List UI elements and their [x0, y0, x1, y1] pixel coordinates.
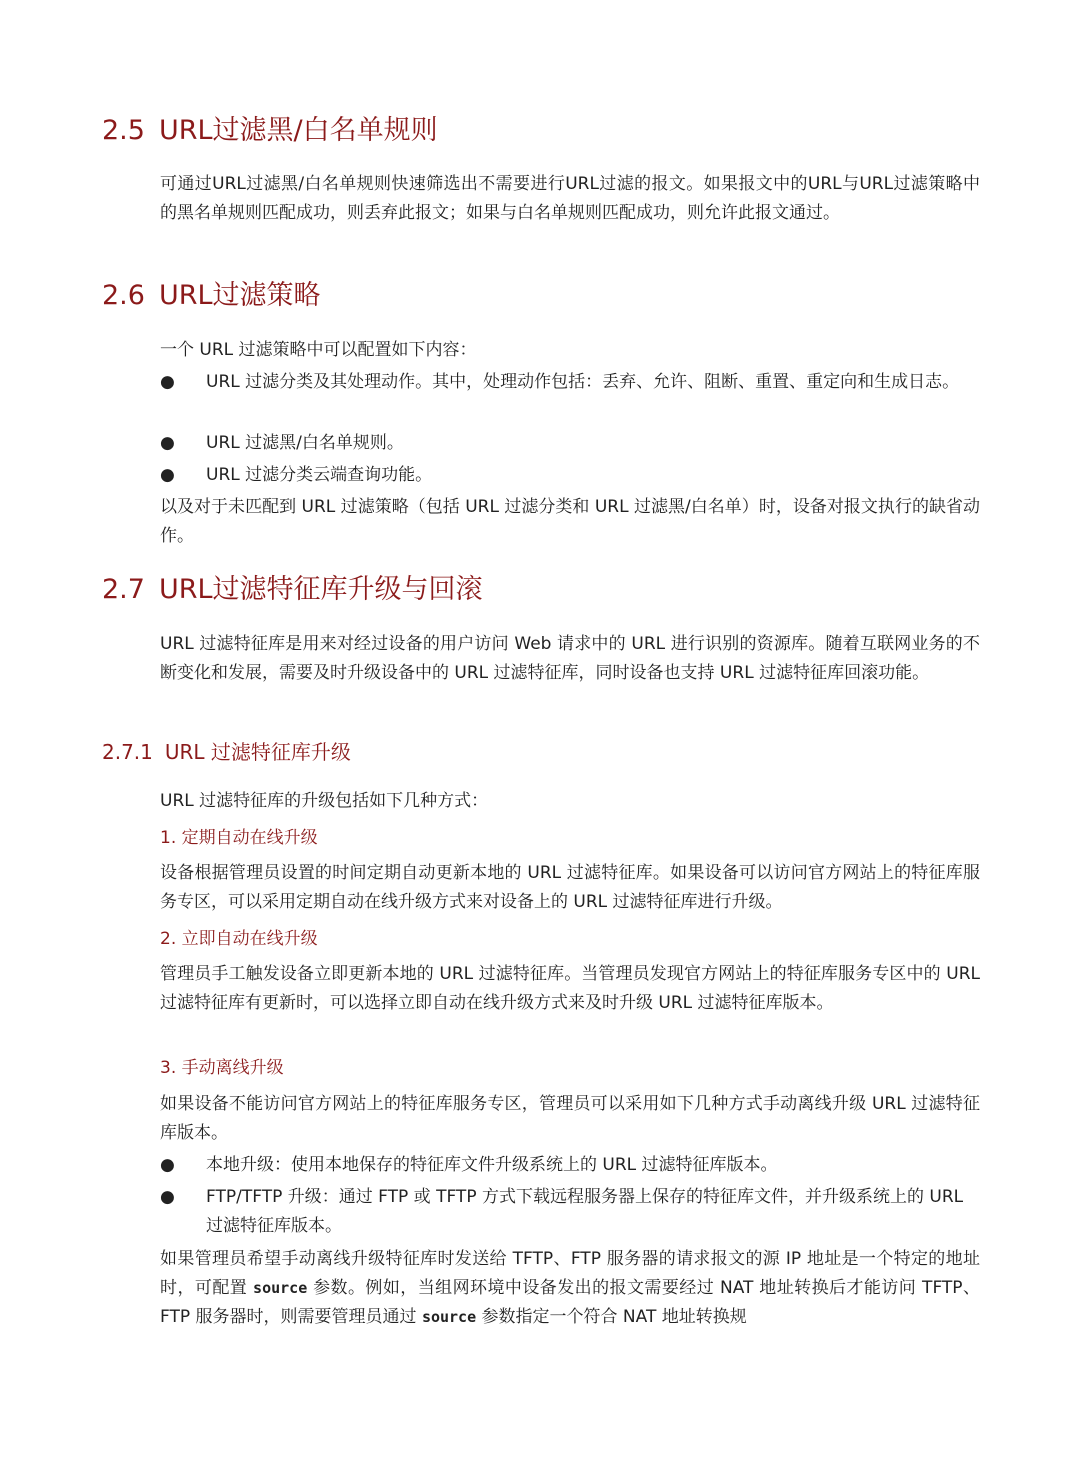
subheading-immediate-upgrade: 2. 立即自动在线升级	[160, 929, 318, 949]
list-item-text: URL 过滤分类及其处理动作。其中，处理动作包括：丢弃、允许、阻断、重置、重定向和生成日志。	[206, 372, 960, 392]
paragraph-url-blacklist-whitelist: 可通过URL过滤黑/白名单规则快速筛选出不需要进行URL过滤的报文。如果报文中的URL与URL过滤策略中的黑名单规则匹配成功，则丢弃此报文；如果与白名单规则匹配成功，则允许此报文通过。	[160, 174, 980, 223]
list-item-text: FTP/TFTP 升级：通过 FTP 或 TFTP 方式下载远程服务器上保存的特征库文件，并升级系统上的 URL 过滤特征库版本。	[206, 1187, 964, 1236]
heading-2-7-1	[102, 738, 351, 766]
keyword-source: source	[421, 1308, 477, 1326]
heading-title: URL过滤特征库升级与回滚	[158, 574, 483, 605]
list-item	[160, 461, 980, 490]
bullet-icon: ●	[160, 1187, 175, 1207]
keyword-source: source	[253, 1279, 308, 1297]
heading-number: 2.7.1	[102, 740, 153, 764]
list-item	[160, 1151, 980, 1180]
heading-2-7	[102, 572, 483, 608]
bullet-icon: ●	[160, 372, 175, 392]
bullet-icon: ●	[160, 1155, 175, 1175]
heading-number: 2.6	[102, 280, 145, 311]
paragraph-source-parameter	[160, 1245, 980, 1332]
paragraph-scheduled-upgrade: 设备根据管理员设置的时间定期自动更新本地的 URL 过滤特征库。如果设备可以访问官方网站上的特征库服务专区，可以采用定期自动在线升级方式来对设备上的 URL 过滤特征库进行升级。	[160, 863, 980, 912]
heading-title: URL 过滤特征库升级	[164, 740, 351, 764]
list-item	[160, 368, 980, 397]
list-item	[160, 429, 980, 458]
paragraph-upgrade-intro: URL 过滤特征库的升级包括如下几种方式：	[160, 791, 489, 811]
list-item-text: URL 过滤黑/白名单规则。	[206, 433, 404, 453]
heading-2-5	[102, 113, 438, 149]
heading-number: 2.5	[102, 115, 145, 146]
heading-2-6	[102, 278, 321, 314]
paragraph-policy-intro: 一个 URL 过滤策略中可以配置如下内容：	[160, 340, 477, 360]
list-item-text: URL 过滤分类云端查询功能。	[206, 465, 433, 485]
paragraph-signature-library: URL 过滤特征库是用来对经过设备的用户访问 Web 请求中的 URL 进行识别的资源库。随着互联网业务的不断变化和发展，需要及时升级设备中的 URL 过滤特征库，同时设备也支持 URL 过滤特征库回滚功能。	[160, 634, 980, 683]
paragraph-policy-default-action: 以及对于未匹配到 URL 过滤策略（包括 URL 过滤分类和 URL 过滤黑/白名单）时，设备对报文执行的缺省动作。	[160, 497, 980, 546]
bullet-icon: ●	[160, 465, 175, 485]
heading-title: URL过滤黑/白名单规则	[158, 115, 438, 146]
list-item-text: 本地升级：使用本地保存的特征库文件升级系统上的 URL 过滤特征库版本。	[206, 1155, 778, 1175]
list-item	[160, 1183, 980, 1241]
subheading-scheduled-upgrade: 1. 定期自动在线升级	[160, 828, 318, 848]
paragraph-immediate-upgrade: 管理员手工触发设备立即更新本地的 URL 过滤特征库。当管理员发现官方网站上的特征库服务专区中的 URL 过滤特征库有更新时，可以选择立即自动在线升级方式来及时升级 URL 过滤特征库版本。	[160, 964, 980, 1013]
subheading-offline-upgrade: 3. 手动离线升级	[160, 1058, 284, 1078]
paragraph-offline-upgrade: 如果设备不能访问官方网站上的特征库服务专区，管理员可以采用如下几种方式手动离线升级 URL 过滤特征库版本。	[160, 1094, 980, 1143]
text-run: 参数。例如，当组网环境中设备发出的报文需要经过 NAT 地址转换后才能访问 TFTP、FTP 服务器时，则需要管理员通过	[160, 1278, 980, 1327]
heading-title: URL过滤策略	[158, 280, 321, 311]
text-run: 如果管理员希望手动离线升级特征库时发送给 TFTP、FTP 服务器的请求报文的源 IP 地址是一个特定的地址时，可配置	[160, 1249, 980, 1298]
bullet-icon: ●	[160, 433, 175, 453]
text-run: 参数指定一个符合 NAT 地址转换规	[476, 1307, 747, 1327]
heading-number: 2.7	[102, 574, 145, 605]
